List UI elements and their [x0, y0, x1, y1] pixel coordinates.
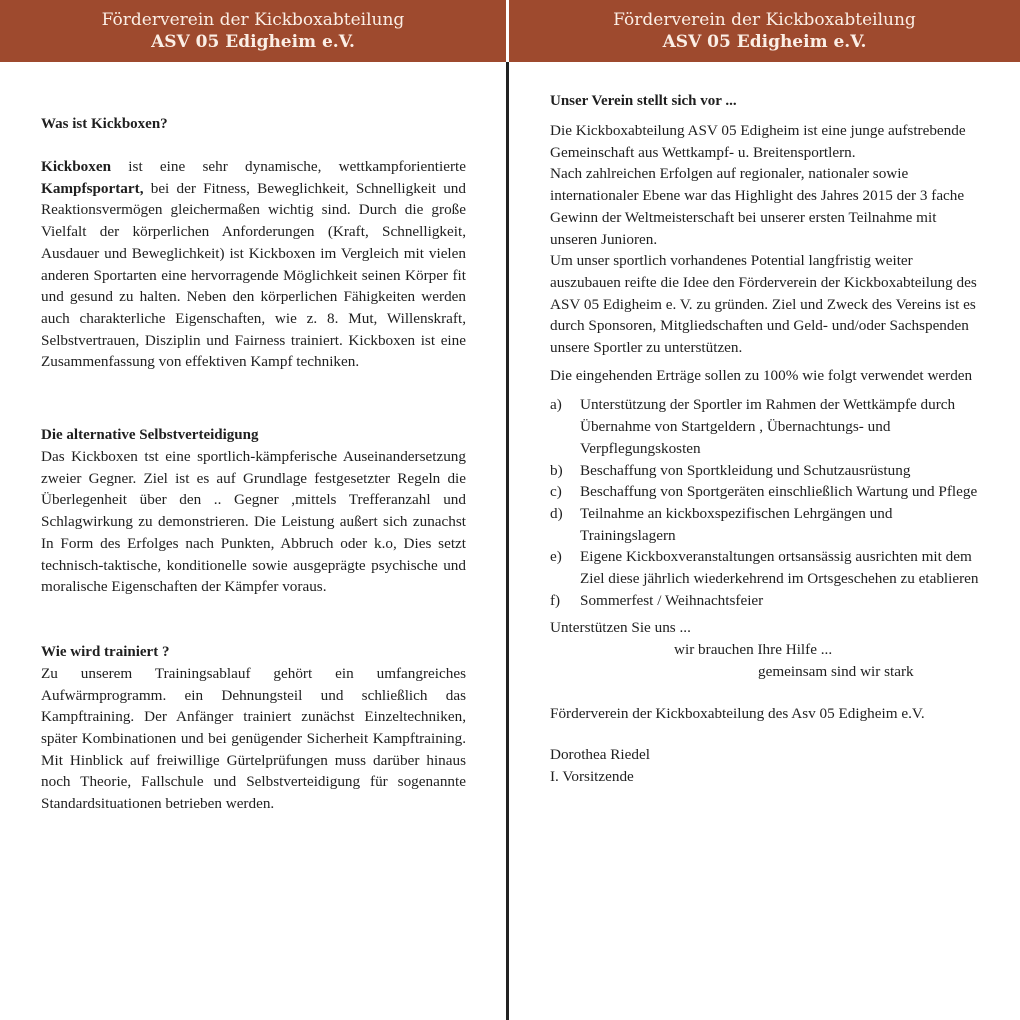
appeal-block [550, 617, 980, 682]
left-header-line2: ASV 05 Edigheim e.V. [151, 32, 355, 52]
left-header-banner [0, 0, 506, 62]
organization-name: Förderverein der Kickboxabteilung des Asv 05 Edigheim e.V. [550, 704, 925, 722]
list-marker: e) [550, 548, 562, 566]
list-item [550, 460, 980, 482]
list-item [550, 503, 980, 546]
section-text-selbstverteidigung: Das Kickboxen tst eine sportlich-kämpferische Auseinandersetzung zweier Gegner. Ziel ist es auf Grundlage festgesetzter Regeln die Überlegenheit über den .. Gegner ,mittels Trefferanzahl und Schlagwirkung zu demonstrieren. Die Leistung außert sich zunachst In Form des Erfolges nach Punkten, Abbruch oder k.o, Dies setzt technisch-taktische, konditionelle sowie ausgeprägte psychische und moralische Eigenschaften der Kämpfer voraus. [41, 448, 466, 596]
right-header-line1: Förderverein der Kickboxabteilung [613, 10, 916, 30]
appeal-line-1: Unterstützen Sie uns ... [550, 619, 691, 637]
section-heading-was-ist-kickboxen: Was ist Kickboxen? [41, 116, 168, 132]
list-item [550, 546, 980, 589]
left-column [0, 0, 506, 1020]
section-heading-training: Wie wird trainiert ? [41, 643, 170, 660]
left-content [0, 62, 506, 815]
right-header-line2: ASV 05 Edigheim e.V. [662, 32, 867, 52]
bold-kickboxen: Kickboxen [41, 158, 112, 175]
usage-list [550, 394, 980, 611]
text-fragment: ist eine sehr dynamische, wettkampforientierte [111, 158, 466, 175]
appeal-line-2: wir brauchen Ihre Hilfe ... [674, 641, 833, 659]
list-marker: d) [550, 504, 563, 522]
list-item [550, 590, 980, 612]
paragraph-foerderverein: Um unser sportlich vorhandenes Potential langfristig weiter auszubauen reifte die Idee den Förderverein der Kickboxabteilung des ASV 05 Edigheim e. V. zu gründen. Ziel und Zweck des Vereins ist es durch Sponsoren, Mitgliedschaften und Geld- und/oder Sachspenden unsere Sportler zu unterstützen. [550, 252, 977, 357]
paragraph-erfolge: Nach zahlreichen Erfolgen auf regionaler, nationaler sowie internationaler Ebene war das Highlight des Jahres 2015 der 3 fache Gewinn der Weltmeisterschaft bei unserer ersten Teilnahme mit unseren Junioren. [550, 165, 965, 248]
signer-name: Dorothea Riedel [550, 746, 650, 764]
section-text-training: Zu unserem Trainingsablauf gehört ein umfangreiches Aufwärmprogramm. ein Dehnungsteil und schließlich das Kampftraining. Der Anfänger trainiert zunächst Einzeltechniken, später Kombinationen und bei genügender Sicherheit Kampftraining. Mit Hinblick auf freiwillige Gürtelprüfungen muss darüber hinaus noch Theorie, Fallschule und Selbstverteidigung für sogenannte Standardsituationen betrieben werden. [41, 664, 466, 813]
list-item-text: Eigene Kickboxveranstaltungen ortsansässig ausrichten mit dem Ziel diese jährlich wiederkehrend im Ortsgeschehen zu etablieren [580, 548, 979, 588]
list-item [550, 394, 980, 459]
paragraph-ertraege: Die eingehenden Erträge sollen zu 100% wie folgt verwendet werden [550, 366, 973, 384]
section-heading-selbstverteidigung: Die alternative Selbstverteidigung [41, 427, 259, 444]
list-marker: c) [550, 483, 562, 501]
list-marker: b) [550, 461, 563, 479]
right-header-banner [509, 0, 1020, 62]
list-item-text: Unterstützung der Sportler im Rahmen der Wettkämpfe durch Übernahme von Startgeldern , Übernachtungs- und Verpflegungskosten [580, 396, 956, 457]
list-item-text: Beschaffung von Sportgeräten einschließlich Wartung und Pflege [580, 483, 978, 501]
paragraph-intro: Die Kickboxabteilung ASV 05 Edigheim ist eine junge aufstrebende Gemeinschaft aus Wettkampf- u. Breitensportlern. [550, 122, 966, 161]
list-item [550, 481, 980, 503]
signer-role: I. Vorsitzende [550, 767, 634, 785]
list-marker: f) [550, 591, 561, 609]
list-marker: a) [550, 396, 562, 414]
appeal-line-3: gemeinsam sind wir stark [758, 662, 914, 680]
list-item-text: Teilnahme an kickboxspezifischen Lehrgängen und Trainingslagern [580, 504, 893, 544]
right-content [509, 62, 1020, 788]
list-item-text: Beschaffung von Sportkleidung und Schutzausrüstung [580, 461, 911, 479]
text-fragment: bei der Fitness, Beweglichkeit, Schnelligkeit und Reaktionsvermögen gleichermaßen wichtig sind. Durch die große Vielfalt der körperlichen Anforderungen (Kraft, Schnelligkeit, Ausdauer und Beweglichkeit) ist Kickboxen im Vergleich mit vielen anderen Sportarten eine hervorragende Möglichkeit seinen Körper fit und gesund zu halten. Neben den körperlichen Fähigkeiten werden auch charakterliche Eigenschaften, wie z. 8. Mut, Willenskraft, Selbstvertrauen, Disziplin und Fairness trainiert. Kickboxen ist eine Zusammenfassung von effektiven Kampf techniken. [41, 179, 466, 371]
right-column [509, 0, 1020, 1020]
bold-kampfsportart: Kampfsportart, [41, 179, 144, 197]
left-header-line1: Förderverein der Kickboxabteilung [101, 10, 405, 30]
signature-block [550, 744, 980, 787]
list-item-text: Sommerfest / Weihnachtsfeier [580, 591, 764, 609]
section-text-was-ist-kickboxen [41, 156, 466, 373]
section-heading-verein: Unser Verein stellt sich vor ... [550, 93, 737, 109]
